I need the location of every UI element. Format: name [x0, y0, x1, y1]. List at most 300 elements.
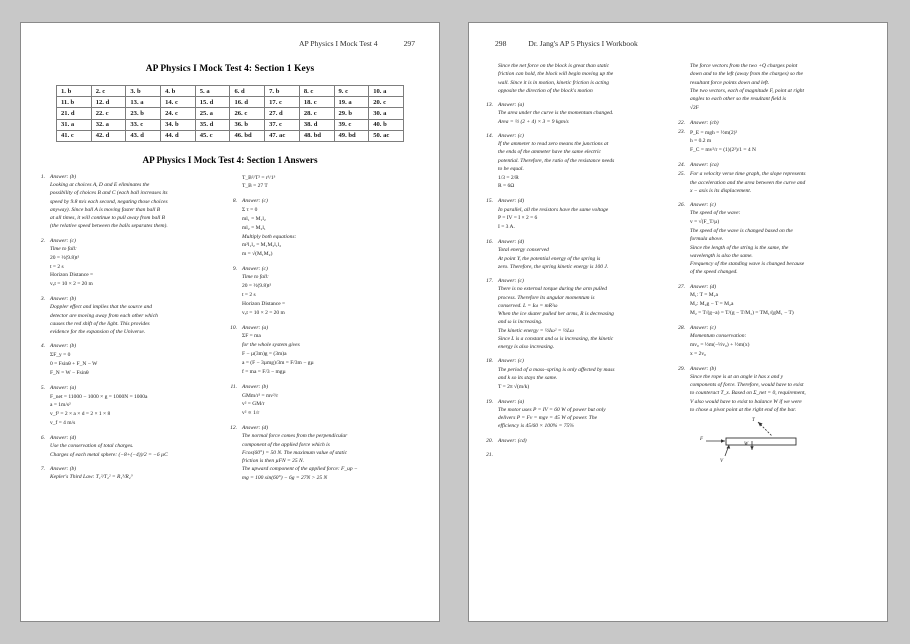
answer-body: [242, 424, 407, 482]
math-line: ml₂ = M₂l₁: [242, 224, 266, 231]
keys-title: AP Physics I Mock Test 4: Section 1 Keys: [145, 64, 315, 74]
answer-body: [50, 434, 215, 459]
answer-line: process. Therefore its angular momentum is: [498, 294, 595, 301]
answer-number: 4.: [40, 343, 45, 350]
answer-line: Since the net force on the block is great than static: [498, 63, 610, 69]
answer-line: Use the conservation of total charges.: [50, 443, 134, 450]
key-cell: 1. b: [57, 86, 92, 97]
answer-label: Answer: (ca): [690, 162, 719, 169]
math-line: mv₀ = ½m(−½v₀) + ½m(x): [690, 341, 750, 348]
answer-item-7-continued: [229, 173, 407, 191]
answer-number: 14.: [486, 132, 493, 139]
answer-body: [242, 265, 407, 317]
answer-label: Answer: (d): [498, 239, 525, 246]
answer-label: Answer: (b): [242, 383, 269, 390]
answer-body: [50, 173, 215, 231]
math-line: t = 2 s: [50, 263, 64, 270]
answer-number: [229, 173, 242, 191]
answer-label: Answer: (b): [50, 465, 77, 472]
key-cell: 46. bd: [230, 130, 265, 141]
answer-item-28: [677, 324, 855, 359]
answer-line: Doppler effect and implies that the source and: [50, 304, 152, 311]
answer-item-1: [37, 173, 215, 231]
key-cell: 23. b: [126, 108, 161, 119]
key-cell: 48. bd: [299, 130, 334, 141]
answer-body: [498, 437, 663, 445]
key-cell: 27. d: [265, 108, 300, 119]
key-cell: 28. c: [299, 108, 334, 119]
key-cell: 38. d: [299, 119, 334, 130]
answer-line: conserved. L = Iω = mR²ω: [498, 302, 558, 309]
answer-number: 17.: [486, 278, 493, 285]
answer-body: [242, 324, 407, 377]
answer-line: and ω is increasing.: [498, 319, 543, 326]
answer-item-25: [677, 170, 855, 195]
answer-line: to counteract T_x. Based on Σ_net = 0, requirement,: [690, 390, 806, 397]
answer-body: [242, 383, 407, 418]
math-line: v_f² = 2 × a × d = 2 × 1 × 8: [50, 411, 111, 418]
answer-body: [690, 119, 855, 127]
answer-item-12: [229, 424, 407, 482]
key-cell: 5. a: [195, 86, 230, 97]
answer-line: the acceleration and the area between the curve and: [690, 179, 806, 186]
key-cell: 35. d: [195, 119, 230, 130]
key-cell: 12. d: [91, 97, 126, 108]
answer-line: Since the length of the string is the same, the: [690, 244, 789, 251]
answer-line: The area under the curve is the momentum changed.: [498, 110, 614, 117]
answer-number: 28.: [678, 324, 685, 331]
answer-label: Answer: (d): [498, 198, 525, 205]
answer-number: 5.: [40, 384, 45, 391]
key-cell: 31. a: [57, 119, 92, 130]
answer-body: [498, 357, 663, 391]
answer-line: for the whole system gives: [242, 342, 300, 349]
answer-item-5: [37, 384, 215, 428]
answer-body: [242, 197, 407, 259]
answer-number: [485, 62, 498, 95]
answer-line: Frequency of the standing wave is changed because: [690, 261, 805, 267]
answer-line: friction is then µFN = 25 N.: [242, 458, 305, 465]
force-left-label: F: [700, 437, 704, 443]
key-cell: 40. b: [369, 119, 404, 130]
key-cell: 39. c: [334, 119, 369, 130]
answer-line: delivers P = Fv = mgv = 45 W of power. The: [498, 415, 598, 421]
answer-item-2: [37, 237, 215, 289]
answer-label: Answer: (c): [242, 266, 268, 273]
answer-item-8: [229, 197, 407, 259]
answer-label: Answer: (d): [242, 425, 269, 432]
math-inline: Area = ½ (2 + 4) × 3 = 9 kgm/s: [498, 118, 569, 125]
key-cell: 41. c: [57, 130, 92, 141]
answer-number: 7.: [40, 465, 45, 472]
answer-body: [690, 201, 855, 276]
key-cell: 25. a: [195, 108, 230, 119]
key-cell: 26. c: [230, 108, 265, 119]
answer-label: Answer: (cb): [690, 119, 719, 126]
answer-line: down and to the left (away from the charges) so the: [690, 71, 803, 78]
answer-label: Answer: (c): [690, 324, 716, 331]
force-left-arrowhead: [721, 439, 725, 442]
page-298-column-b: [677, 62, 855, 475]
answer-item-13: [485, 101, 663, 126]
page-298-columns: [469, 62, 887, 475]
answer-line: V also would have to exist to balance W if we were: [690, 398, 802, 405]
key-cell: 47. ac: [265, 130, 300, 141]
answer-number: 15.: [486, 198, 493, 205]
answer-item-27: [677, 283, 855, 318]
answer-line: Time to fall:: [50, 245, 77, 252]
answer-label: Answer: (a): [498, 398, 525, 405]
key-cell: 43. d: [126, 130, 161, 141]
answer-label: Answer: (d): [690, 283, 717, 290]
key-cell: 11. b: [57, 97, 92, 108]
answer-line: to chose a pivot point at the right end of the bar.: [690, 406, 797, 413]
key-cell: 49. bd: [334, 130, 369, 141]
math-line: F_N = W − Fsinθ: [50, 369, 89, 376]
answer-body: [690, 62, 855, 113]
math-line: GMm/r² = mv²/r: [242, 392, 279, 399]
math-line: I = 3 A.: [498, 224, 515, 231]
math-line: P = IV = I × 2 = 6: [498, 215, 538, 222]
answer-line: When the ice skater pulled her arms, R is decreasing: [498, 311, 614, 318]
answer-line: If the ammeter to read zero means the junctions at: [498, 141, 609, 147]
key-cell: 24. c: [161, 108, 196, 119]
math-line: 1/3 = 2/R: [498, 174, 519, 181]
answer-body: [498, 132, 663, 192]
answer-item-15: [485, 197, 663, 232]
answer-line: angles to each other so the resultant field is: [690, 96, 787, 102]
math-line: x = 2v₀: [690, 350, 707, 357]
force-top-arrowhead: [758, 422, 763, 427]
key-cell: 44. d: [161, 130, 196, 141]
key-cell: 4. b: [161, 86, 196, 97]
answer-line: In parallel, all the resistors have the same voltage: [498, 206, 609, 213]
answer-number: 10.: [230, 324, 237, 331]
page-298-column-a: [485, 62, 663, 475]
key-cell: 45. c: [195, 130, 230, 141]
answer-line: speed by 9.8 m/s each second, negating those choices: [50, 198, 168, 205]
answer-line: There is no external torque during the arm pulled: [498, 286, 607, 293]
math-line: a = (F − 3µmg)/3m = F/3m − gµ: [242, 359, 314, 366]
answer-line: Fcos(60°) = 50 N. The maximum value of static: [242, 449, 348, 456]
answer-line: components of force. Therefore, would have to exist: [690, 382, 804, 389]
answer-line: possibility of choices B and C (each ball increases its: [50, 190, 168, 197]
key-cell: 29. b: [334, 108, 369, 119]
answer-body: [50, 465, 215, 482]
key-cell: 2. c: [91, 86, 126, 97]
answer-line: the ends of the ammeter have the same electric: [498, 149, 601, 156]
answer-body: [498, 101, 663, 126]
running-title: Dr. Jang's AP 5 Physics I Workbook: [528, 39, 638, 48]
math-line: M₂ = T/(g−a) = T/(g − T/M₁) = TM₁/(gM₁ − T): [690, 310, 794, 317]
answer-number: 21.: [486, 451, 493, 458]
key-cell: 10. a: [369, 86, 404, 97]
answer-number: 23.: [678, 128, 685, 135]
answer-number: 25.: [678, 171, 685, 178]
answer-body: [498, 398, 663, 431]
answer-line: wavelength is also the same.: [690, 252, 753, 259]
answer-line: evidence for the expansion of the Universe.: [50, 329, 146, 336]
answer-line: at all times, it will continue to pull away from ball B: [50, 215, 165, 222]
key-cell: 13. a: [126, 97, 161, 108]
force-mid-label: W: [744, 442, 749, 448]
math-line: R = 6Ω: [498, 183, 515, 190]
answer-line: Looking at choices A, D and E eliminates the: [50, 182, 150, 189]
answer-line: The upward component of the applied force: F_up −: [242, 466, 358, 473]
answer-line: friction can hold, the block will begin moving up the: [498, 71, 614, 78]
answer-number: 1.: [40, 173, 45, 180]
answer-item-26: [677, 201, 855, 276]
answer-key-body: [57, 86, 404, 142]
answer-number: 9.: [232, 266, 237, 273]
key-cell: 50. ac: [369, 130, 404, 141]
answer-line: to be equal.: [498, 165, 524, 172]
table-row: [57, 97, 404, 108]
answer-line: Since L is a constant and ω is increasing, the kinetic: [498, 335, 614, 342]
page-297-columns: [21, 173, 439, 488]
math-line: T_B = 27 T: [242, 183, 268, 190]
answers-title: AP Physics I Mock Test 4: Section 1 Answers: [142, 154, 318, 165]
math-line: a = 1m/s²: [50, 402, 71, 409]
key-cell: 16. d: [230, 97, 265, 108]
math-line: m = √(M₁M₂): [242, 251, 273, 258]
answer-label: Answer: (c): [690, 202, 716, 209]
page-298-header: [469, 23, 887, 48]
key-cell: 9. c: [334, 86, 369, 97]
answer-line: Total energy conserved: [498, 247, 549, 254]
answer-body: [50, 342, 215, 377]
page-298: [468, 22, 888, 622]
key-cell: 8. c: [299, 86, 334, 97]
math-line: T_B²/T² = r³/1³: [242, 174, 276, 181]
answer-label: Answer: (c): [242, 198, 268, 205]
answer-number: 3.: [40, 296, 45, 303]
math-line: 20 = ½(9.8)t²: [242, 283, 272, 290]
answer-item-29: [677, 365, 855, 470]
math-inline: Kepler's Third Law: T₁²/T₂² = R₁³/R₂³: [50, 474, 133, 480]
answer-item-14: [485, 132, 663, 192]
answer-body: [690, 365, 855, 470]
answer-number: 24.: [678, 162, 685, 169]
answer-line: The force vectors from the two +Q charges point: [690, 63, 798, 69]
answer-label: Answer: (cd): [498, 437, 527, 444]
answer-line: The normal force comes from the perpendicular: [242, 433, 348, 440]
answer-line: mg = 100 sin(60°) − 6g = 27N > 25 N: [242, 474, 328, 481]
force-bottom-label: V: [720, 459, 724, 465]
answer-line: The period of a mass–spring is only affected by mass: [498, 366, 615, 373]
math-line: Horizon Distance =: [50, 272, 94, 279]
answer-line: The two vectors, each of magnitude F, point at right: [690, 87, 805, 94]
answer-number: 12.: [230, 425, 237, 432]
key-cell: 14. c: [161, 97, 196, 108]
bar-shape: [726, 438, 796, 448]
key-cell: 15. d: [195, 97, 230, 108]
math-line: vₓt = 10 × 2 = 20 m: [242, 309, 285, 316]
answer-item-12-continued: [485, 62, 663, 95]
answer-line: formula above.: [690, 236, 724, 243]
table-row: [57, 119, 404, 130]
answer-item-18: [485, 357, 663, 391]
math-line: Horizon Distance =: [242, 300, 286, 307]
answer-line: x − axis is its displacement.: [690, 187, 752, 194]
answer-label: Answer: (c): [498, 132, 524, 139]
key-cell: 42. d: [91, 130, 126, 141]
answer-item-10: [229, 324, 407, 377]
answer-item-16: [485, 238, 663, 271]
answer-item-24: [677, 161, 855, 169]
math-line: 20 = ½(9.8)t²: [50, 254, 80, 261]
math-inline: Charges of each metal sphere: (−8+(−4))/2 = −6 µC: [50, 451, 168, 458]
answer-item-17: [485, 277, 663, 351]
answer-number: 8.: [232, 198, 237, 205]
answer-line: energy is also increasing.: [498, 344, 555, 351]
answer-line: and k so its stays the same.: [498, 374, 558, 381]
key-cell: 32. a: [91, 119, 126, 130]
math-line: F − µ(3m)g = (3m)a: [242, 351, 287, 358]
answer-line: Multiply both equations:: [242, 233, 297, 240]
answer-number: 19.: [486, 398, 493, 405]
math-line: M₂: M₂g − T = M₂a: [690, 301, 734, 308]
math-line: f = ma = F/3 − mgµ: [242, 368, 286, 375]
key-cell: 3. b: [126, 86, 161, 97]
answer-number: 22.: [678, 119, 685, 126]
answer-line: opposite the direction of the block's motion: [498, 87, 593, 94]
answer-number: 2.: [40, 237, 45, 244]
answer-body: [690, 283, 855, 318]
answer-number: 11.: [230, 383, 237, 390]
answer-line: The motor uses P = IV = 60 W of power but only: [498, 406, 606, 413]
key-cell: 18. c: [299, 97, 334, 108]
table-row: [57, 108, 404, 119]
answer-line: anyway). Since ball A is moving faster than ball B: [50, 206, 161, 213]
answer-label: Answer: (b): [690, 365, 717, 372]
answer-item-9: [229, 265, 407, 317]
answer-item-3: [37, 295, 215, 336]
answer-item-21: [485, 451, 663, 459]
answer-label: Answer: (b): [50, 173, 77, 180]
answer-line: At point Y, the potential energy of the spring is: [498, 255, 601, 262]
answer-label: Answer: (b): [50, 343, 77, 350]
page-297-column-b: [229, 173, 407, 488]
answer-number: 6.: [40, 435, 45, 441]
math-line: F_net = 11000 − 1000 × g = 1000N = 1000a: [50, 393, 148, 400]
page-number: 297: [403, 39, 415, 48]
answer-line: The speed of the wave:: [690, 210, 741, 217]
math-line: F_C = mv²/r = (1)(2²)/1 = 4 N: [690, 147, 756, 154]
answer-body: [498, 62, 663, 95]
answer-label: Answer: (a): [498, 102, 525, 108]
force-bottom-arrowhead: [726, 445, 730, 449]
key-cell: 6. d: [230, 86, 265, 97]
answer-item-6: [37, 434, 215, 459]
answer-line: causes the red shift of the light. This provides: [50, 320, 150, 327]
math-line: v² = GM/r: [242, 401, 265, 408]
answer-key-table: [56, 85, 404, 142]
key-cell: 34. b: [161, 119, 196, 130]
answer-line: potential. Therefore, the ratio of the resistance needs: [498, 157, 615, 164]
answer-item-23: [677, 128, 855, 155]
force-top-label: T: [752, 418, 755, 424]
answer-number: 18.: [486, 358, 493, 365]
answer-item-20: [485, 437, 663, 445]
answer-line: detector are moving away from each other which: [50, 312, 158, 319]
key-cell: 37. c: [265, 119, 300, 130]
answer-line: Since the rope is at an angle it has x and y: [690, 373, 784, 380]
page-number: 298: [495, 39, 507, 48]
math-inline: v = √(F_T/µ): [690, 219, 720, 226]
answer-item-22: [677, 119, 855, 127]
answer-number: [677, 62, 690, 113]
answer-body: [690, 324, 855, 359]
answer-line: Time to fall:: [242, 274, 269, 281]
answer-label: Answer: (c): [50, 237, 76, 244]
answer-body: [690, 128, 855, 155]
answer-label: Answer: (d): [50, 435, 77, 441]
key-cell: 19. a: [334, 97, 369, 108]
math-line: v_f = 4 m/s: [50, 420, 76, 427]
answer-body: [498, 238, 663, 271]
running-title: AP Physics I Mock Test 4: [299, 39, 378, 48]
key-cell: 33. c: [126, 119, 161, 130]
math-line: vₓt = 10 × 2 = 20 m: [50, 281, 93, 288]
answer-label: Answer: (b): [50, 296, 77, 303]
answer-body: [50, 237, 215, 289]
page-297: [20, 22, 440, 622]
answer-line: resultant force points down and left.: [690, 79, 770, 86]
page-297-header: [21, 23, 439, 48]
answer-line: of the speed changed.: [690, 269, 738, 276]
math-line: 0 = Fsinθ + F_N − W: [50, 361, 98, 368]
answer-item-19: [485, 398, 663, 431]
answer-body: [498, 451, 663, 459]
math-line: ml₁ = M₁l₂: [242, 215, 266, 222]
answer-label: Answer: (c): [498, 278, 524, 285]
math-line: h = 0.2 m: [690, 138, 712, 145]
answer-item-21-continued: [677, 62, 855, 113]
math-inline: T = 2π √(m/k): [498, 383, 530, 390]
answer-number: 27.: [678, 283, 685, 290]
math-line: ΣF = ma: [242, 333, 261, 340]
force-diagram-svg: [696, 414, 826, 466]
answer-line: (the relative speed between the balls separates them).: [50, 223, 168, 230]
key-cell: 21. d: [57, 108, 92, 119]
answer-line: wall. Since it is in motion, kinetic friction is acting: [498, 79, 610, 86]
page-297-column-a: [37, 173, 215, 488]
answer-body: [242, 173, 407, 191]
key-cell: 36. b: [230, 119, 265, 130]
force-diagram: [696, 418, 826, 468]
key-cell: 7. b: [265, 86, 300, 97]
answer-label: Answer: (a): [50, 384, 77, 391]
answer-body: [690, 170, 855, 195]
answer-line: zero. Therefore, the spring kinetic energy is 100 J.: [498, 263, 609, 270]
answer-body: [50, 295, 215, 336]
answer-label: Answer: (c): [498, 358, 524, 365]
math-line: v² ∝ 1/r: [242, 410, 260, 417]
table-row: [57, 86, 404, 97]
key-cell: 30. a: [369, 108, 404, 119]
answer-number: 29.: [678, 365, 685, 372]
key-cell: 17. c: [265, 97, 300, 108]
key-cell: 20. c: [369, 97, 404, 108]
answer-line: efficiency is 45/60 × 100% = 75%: [498, 423, 574, 430]
answer-line: Momentum conservation:: [690, 333, 747, 340]
answer-item-4: [37, 342, 215, 377]
math-line: Σ τ = 0: [242, 207, 258, 214]
answer-number: 26.: [678, 202, 685, 209]
table-row: [57, 130, 404, 141]
answer-number: 13.: [486, 102, 493, 108]
